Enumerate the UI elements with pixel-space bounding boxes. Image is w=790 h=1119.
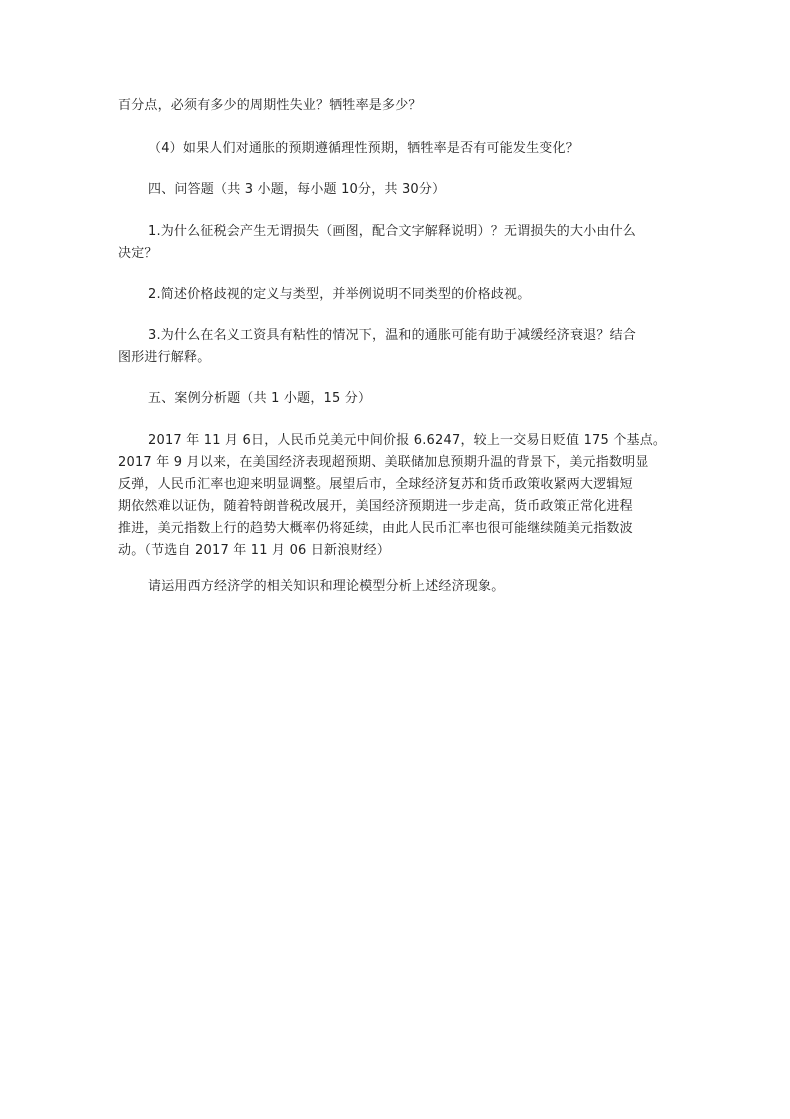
text-line: 2.简述价格歧视的定义与类型，并举例说明不同类型的价格歧视。 xyxy=(148,287,531,302)
section-heading: 四、问答题（共 3 小题，每小题 10分，共 30分） xyxy=(148,182,446,197)
question-3-continuation xyxy=(118,95,678,117)
case-line: 推进，美元指数上行的趋势大概率仍将延续，由此人民币汇率也很可能继续随美元指数波 xyxy=(118,521,633,536)
section-4-question-1 xyxy=(118,221,678,265)
case-line: 动。（节选自 2017 年 11 月 06 日新浪财经） xyxy=(118,543,391,558)
text-line: 1.为什么征税会产生无谓损失（画图，配合文字解释说明）？无谓损失的大小由什么 xyxy=(148,224,637,239)
section-4-question-3 xyxy=(118,325,678,369)
case-passage xyxy=(118,430,678,562)
case-line: 反弹，人民币汇率也迎来明显调整。展望后市，全球经济复苏和货币政策收紧两大逻辑短 xyxy=(118,477,633,492)
case-line: 2017 年 9 月以来，在美国经济表现超预期、美联储加息预期升温的背景下，美元指数明显 xyxy=(118,455,649,470)
text-line: （4）如果人们对通胀的预期遵循理性预期，牺牲率是否有可能发生变化？ xyxy=(148,141,579,156)
text-line: 请运用西方经济学的相关知识和理论模型分析上述经济现象。 xyxy=(148,579,505,594)
section-5-title xyxy=(118,388,678,410)
question-4 xyxy=(118,138,678,160)
text-line: 决定？ xyxy=(118,246,158,261)
text-line: 3.为什么在名义工资具有粘性的情况下，温和的通胀可能有助于减缓经济衰退？结合 xyxy=(148,328,637,343)
section-heading: 五、案例分析题（共 1 小题，15 分） xyxy=(148,391,372,406)
case-line: 2017 年 11 月 6日，人民币兑美元中间价报 6.6247，较上一交易日贬值 175 个基点。 xyxy=(148,433,667,448)
text-line: 图形进行解释。 xyxy=(118,350,211,365)
case-question xyxy=(118,576,678,598)
section-4-title xyxy=(118,179,678,201)
text-line: 百分点，必须有多少的周期性失业？牺牲率是多少？ xyxy=(118,98,422,113)
section-4-question-2 xyxy=(118,284,678,306)
case-line: 期依然难以证伪，随着特朗普税改展开，美国经济预期进一步走高，货币政策正常化进程 xyxy=(118,499,633,514)
